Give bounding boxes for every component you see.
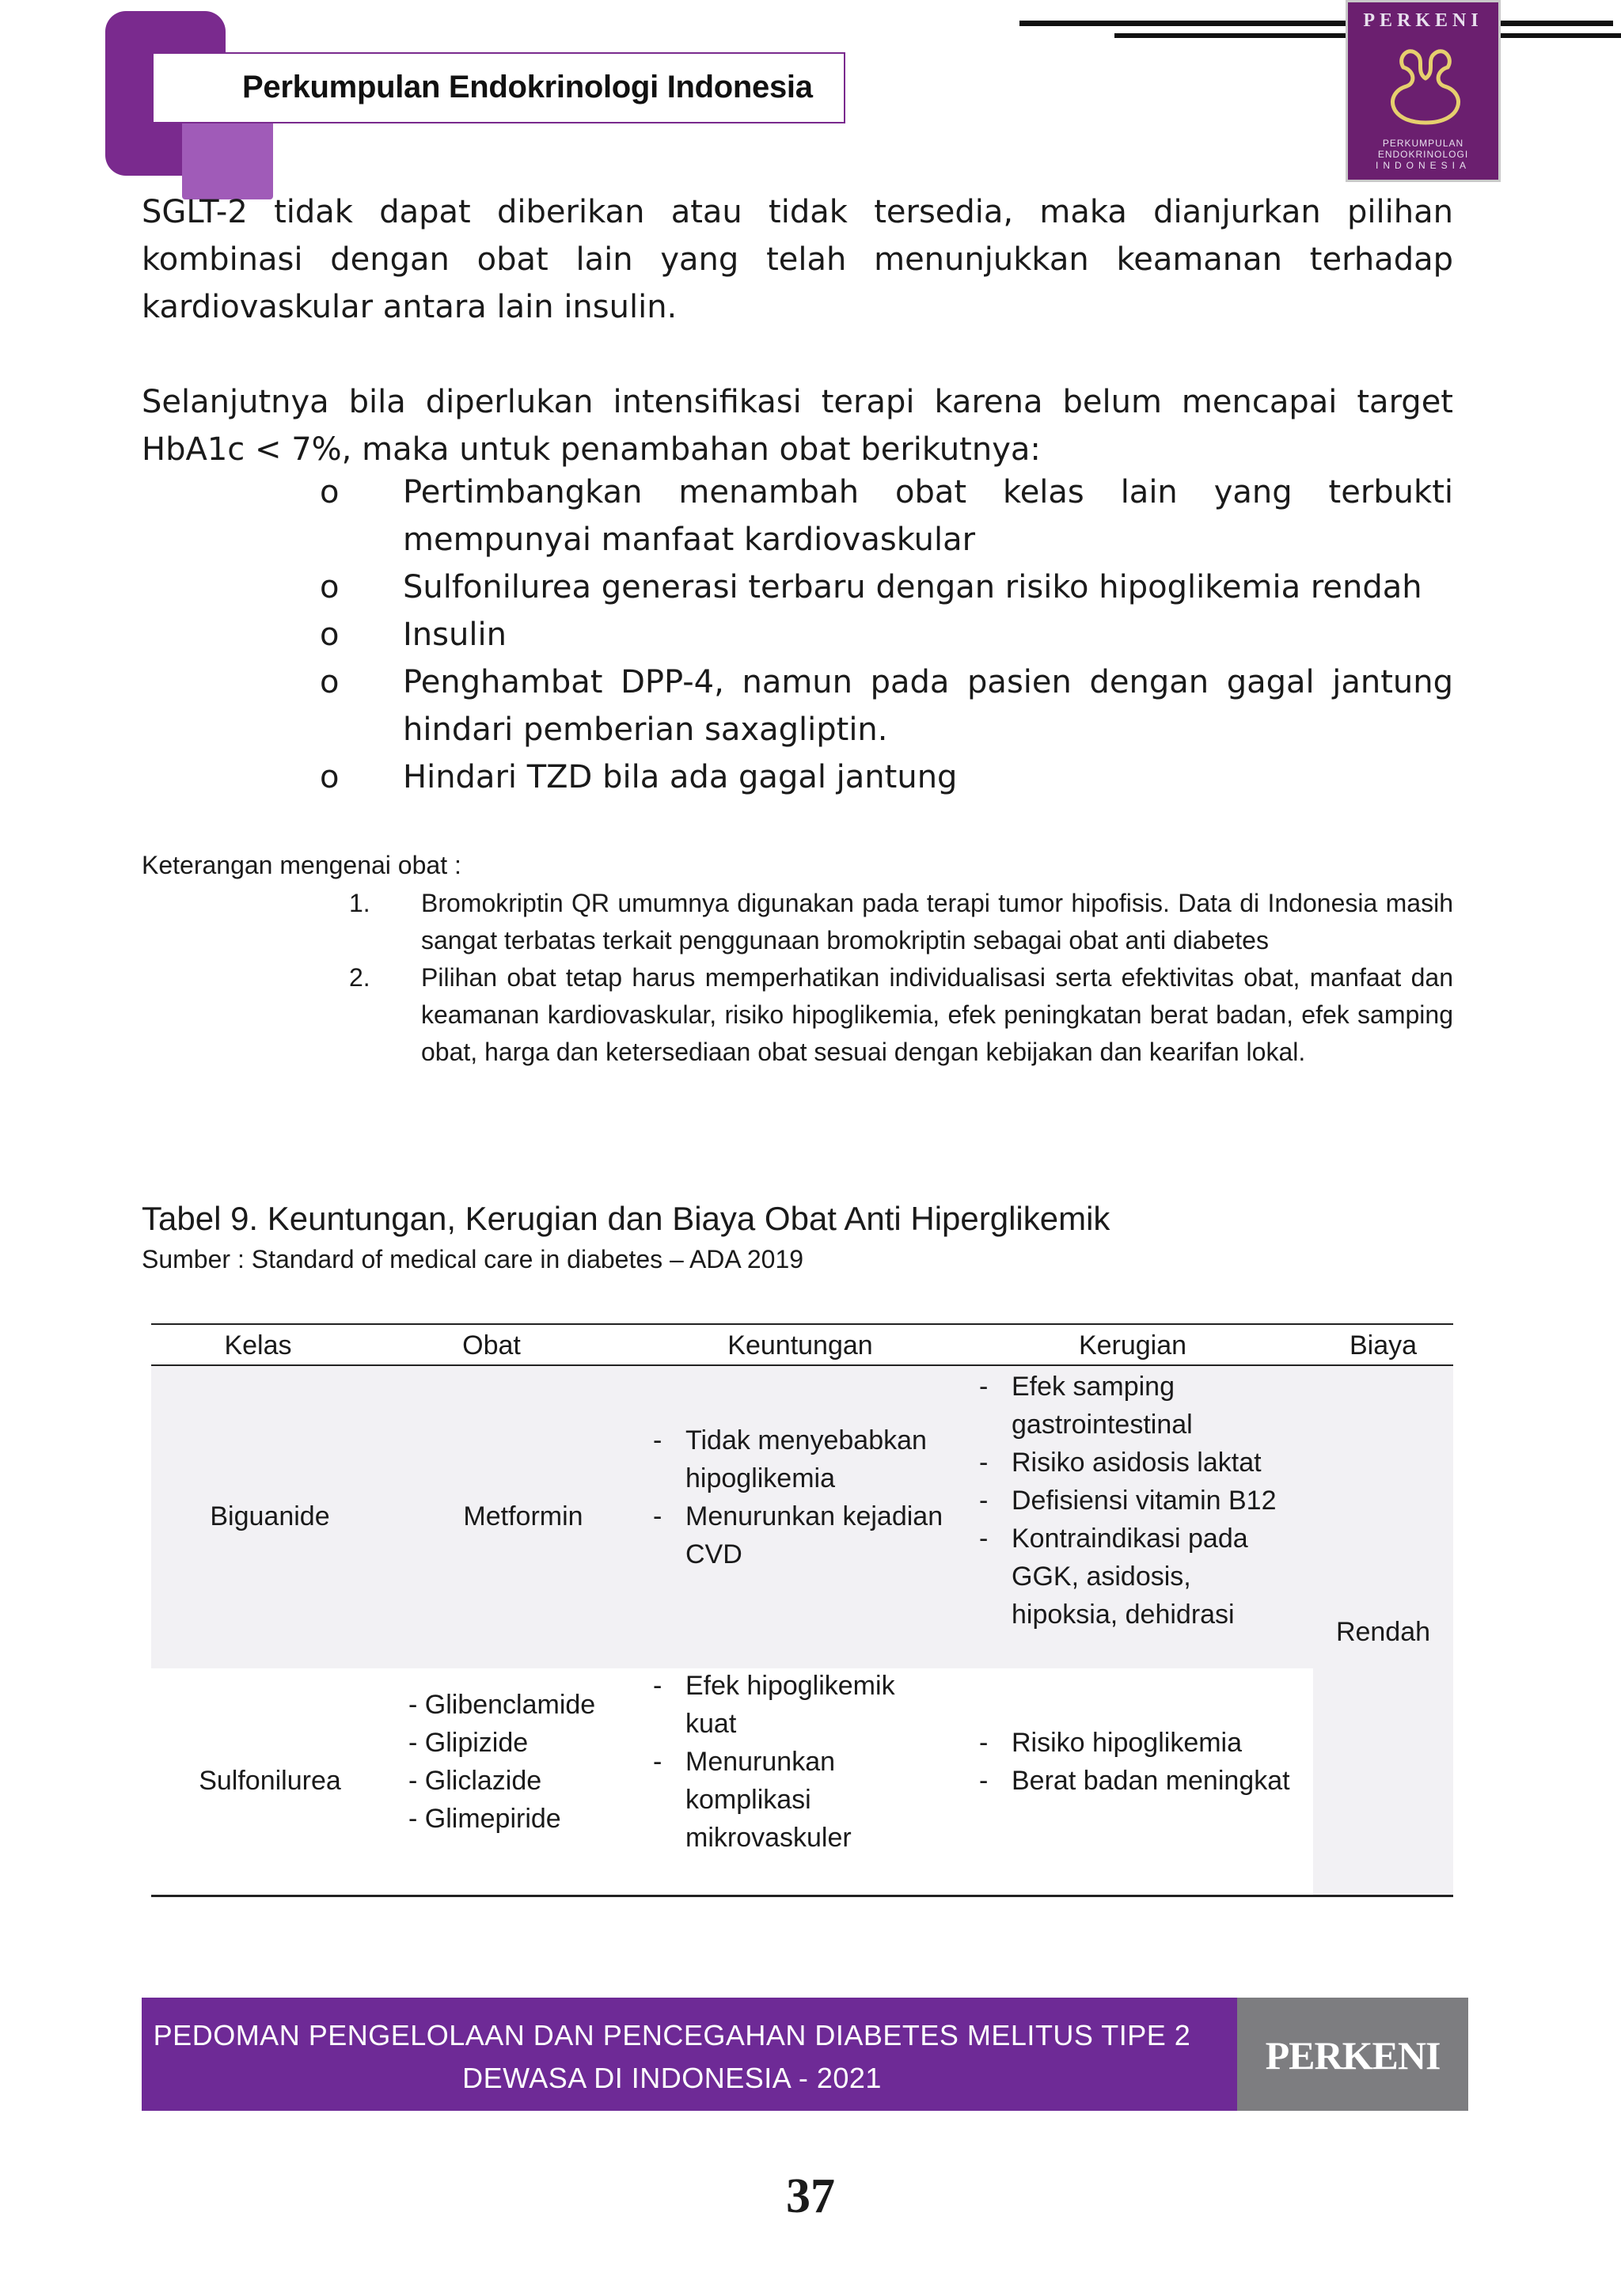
bullet-item: o Sulfonilurea generasi terbaru dengan risiko hipoglikemia rendah: [142, 564, 1453, 611]
header-rule: [1019, 21, 1613, 26]
note-item: 2. Pilihan obat tetap harus memperhatikan individualisasi serta efektivitas obat, manfaat dan keamanan kardiovaskular, risiko hipoglikemia, efek peningkatan berat badan, efek samping obat, harga dan ketersediaan obat sesuai dengan kebijakan dan kearifan lokal.: [142, 959, 1453, 1071]
table-source: Sumber : Standard of medical care in diabetes – ADA 2019: [142, 1245, 804, 1273]
table-top-rule: [151, 1323, 1453, 1325]
drug-comparison-table: [151, 1323, 1453, 1898]
bullet-item: o Pertimbangkan menambah obat kelas lain yang terbukti mempunyai manfaat kardiovaskular: [142, 469, 1453, 564]
logo-sub-line-3: INDONESIA: [1375, 160, 1471, 171]
bullet-item: o Insulin: [142, 611, 1453, 658]
notes-list: [142, 885, 1453, 1071]
list-item: - Risiko asidosis laktat: [979, 1444, 1304, 1482]
table-cell-keuntungan: [653, 1421, 946, 1573]
table-bottom-rule: [151, 1895, 1453, 1897]
table-cell-kerugian: [979, 1724, 1304, 1800]
logo-sub-line-2: ENDOKRINOLOGI: [1377, 149, 1469, 160]
footer-title-line-1: PEDOMAN PENGELOLAAN DAN PENCEGAHAN DIABETES MELITUS TIPE 2: [153, 2019, 1191, 2051]
table-cell-kelas: Biguanide: [210, 1501, 330, 1531]
list-item: - Tidak menyebabkan hipoglikemia: [653, 1421, 946, 1497]
paragraph-intensification: Selanjutnya bila diperlukan intensifikasi terapi karena belum mencapai target HbA1c < 7%, maka untuk penambahan obat berikutnya:: [142, 384, 1453, 468]
list-item: - Kontraindikasi pada GGK, asidosis, hipoksia, dehidrasi: [979, 1520, 1304, 1634]
table-header-keuntungan: Keuntungan: [727, 1330, 873, 1361]
therapy-bullet-list: [142, 469, 1453, 801]
table-cell-obat: Metformin: [463, 1501, 583, 1531]
table-cell-kelas: Sulfonilurea: [199, 1766, 341, 1796]
list-item: - Efek samping gastrointestinal: [979, 1368, 1304, 1444]
page-number: 37: [786, 2169, 835, 2223]
perkeni-emblem-icon: [1380, 37, 1471, 129]
note-number: 1.: [349, 889, 370, 917]
footer-title-line-2: DEWASA DI INDONESIA - 2021: [462, 2062, 882, 2094]
table-cost-shade: [1313, 1668, 1453, 1895]
list-item: - Efek hipoglikemik kuat: [653, 1667, 946, 1743]
bullet-item: o Penghambat DPP-4, namun pada pasien dengan gagal jantung hindari pemberian saxagliptin.: [142, 658, 1453, 753]
table-cell-kerugian: [979, 1368, 1304, 1634]
footer-brand: PERKENI: [1265, 2033, 1441, 2078]
table-cell-obat: [408, 1686, 614, 1838]
bullet-symbol: o: [320, 474, 340, 510]
bullet-item: o Hindari TZD bila ada gagal jantung: [142, 753, 1453, 801]
header-title: Perkumpulan Endokrinologi Indonesia: [242, 70, 813, 104]
list-item: - Glibenclamide: [408, 1690, 596, 1720]
notes-heading: Keterangan mengenai obat :: [142, 851, 461, 879]
list-item: - Glipizide: [408, 1728, 529, 1758]
table-title: Tabel 9. Keuntungan, Kerugian dan Biaya Obat Anti Hiperglikemik: [142, 1200, 1110, 1237]
logo-sub-line-1: PERKUMPULAN: [1382, 138, 1464, 149]
list-item: - Gliclazide: [408, 1766, 542, 1796]
note-item: 1. Bromokriptin QR umumnya digunakan pada terapi tumor hipofisis. Data di Indonesia masih sangat terbatas terkait penggunaan bromokriptin sebagai obat anti diabetes: [142, 885, 1453, 959]
list-item: - Berat badan meningkat: [979, 1762, 1304, 1800]
bullet-symbol: o: [320, 664, 340, 700]
footer-title: [142, 2014, 1202, 2100]
note-number: 2.: [349, 963, 370, 992]
table-header-obat: Obat: [462, 1330, 521, 1361]
table-cell-keuntungan: [653, 1667, 946, 1857]
perkeni-logo: [1346, 0, 1501, 182]
list-item: - Menurunkan komplikasi mikrovaskuler: [653, 1743, 946, 1857]
bullet-symbol: o: [320, 569, 340, 605]
table-header-biaya: Biaya: [1349, 1330, 1418, 1361]
table-cell-biaya: Rendah: [1335, 1617, 1431, 1647]
bullet-symbol: o: [320, 617, 340, 653]
list-item: - Risiko hipoglikemia: [979, 1724, 1304, 1762]
bullet-symbol: o: [320, 759, 340, 795]
list-item: - Menurunkan kejadian CVD: [653, 1497, 946, 1573]
paragraph-sglt2: SGLT-2 tidak dapat diberikan atau tidak tersedia, maka dianjurkan pilihan kombinasi dengan obat lain yang telah menunjukkan keamanan terhadap kardiovaskular antara lain insulin.: [142, 194, 1453, 325]
logo-wordmark: PERKENI: [1363, 10, 1483, 31]
table-header-rule: [151, 1364, 1453, 1366]
table-header-kerugian: Kerugian: [1078, 1330, 1187, 1361]
list-item: - Defisiensi vitamin B12: [979, 1482, 1304, 1520]
list-item: - Glimepiride: [408, 1804, 561, 1834]
table-header-kelas: Kelas: [224, 1330, 292, 1361]
